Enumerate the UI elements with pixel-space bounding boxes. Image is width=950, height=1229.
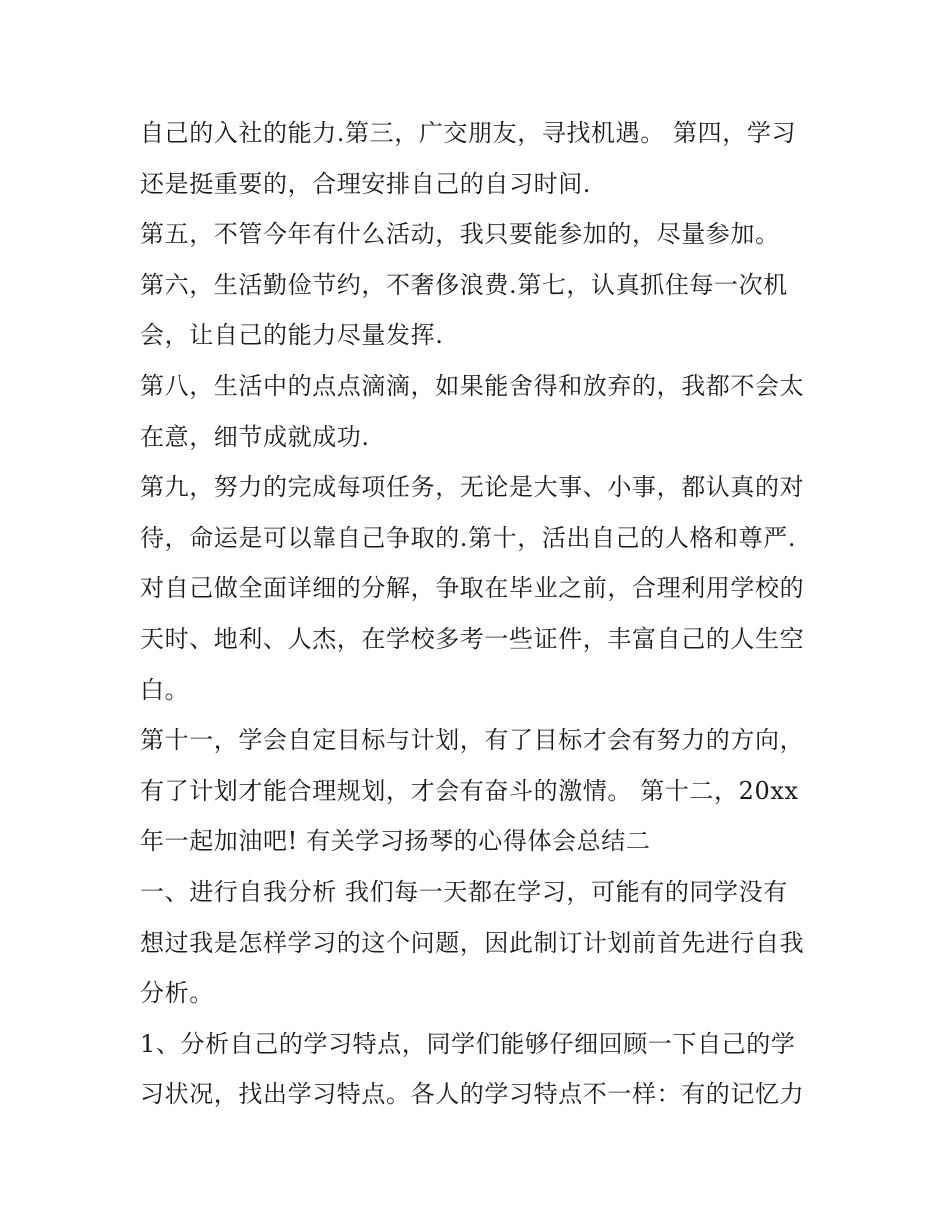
text-line: 会，让自己的能力尽量发挥. — [140, 321, 444, 350]
text-line: 习状况，找出学习特点。各人的学习特点不一样：有的记忆力 — [140, 1080, 805, 1109]
text-line: 年一起加油吧! 有关学习扬琴的心得体会总结二 — [140, 827, 651, 856]
text-line: 待，命运是可以靠自己争取的.第十，活出自己的人格和尊严. — [140, 523, 797, 552]
text-line: 对自己做全面详细的分解，争取在毕业之前，合理利用学校的 — [140, 574, 805, 603]
text-line: 第五，不管今年有什么活动，我只要能参加的，尽量参加。 — [140, 220, 780, 249]
text-line: 有了计划才能合理规划，才会有奋斗的激情。 第十二，20xx — [140, 776, 799, 805]
text-line: 在意，细节成就成功. — [140, 422, 370, 451]
document-body — [140, 108, 820, 1120]
text-line: 分析。 — [140, 979, 214, 1008]
text-line: 天时、地利、人杰，在学校多考一些证件，丰富自己的人生空 — [140, 624, 805, 653]
text-line: 自己的入社的能力.第三，广交朋友，寻找机遇。 第四，学习 — [140, 119, 797, 147]
text-line: 想过我是怎样学习的这个问题，因此制订计划前首先进行自我 — [140, 928, 805, 957]
text-line: 一、进行自我分析 我们每一天都在学习，可能有的同学没有 — [140, 877, 788, 906]
text-line: 第六，生活勤俭节约，不奢侈浪费.第七，认真抓住每一次机 — [140, 270, 788, 299]
text-line: 白。 — [140, 675, 190, 704]
text-line: 第八，生活中的点点滴滴，如果能舍得和放弃的，我都不会太 — [140, 371, 805, 400]
text-line: 第九，努力的完成每项任务，无论是大事、小事，都认真的对 — [140, 473, 805, 502]
text-line: 还是挺重要的，合理安排自己的自习时间. — [140, 169, 592, 198]
text-line: 1、分析自己的学习特点，同学们能够仔细回顾一下自己的学 — [140, 1029, 796, 1058]
text-line: 第十一，学会自定目标与计划，有了目标才会有努力的方向， — [140, 726, 805, 755]
